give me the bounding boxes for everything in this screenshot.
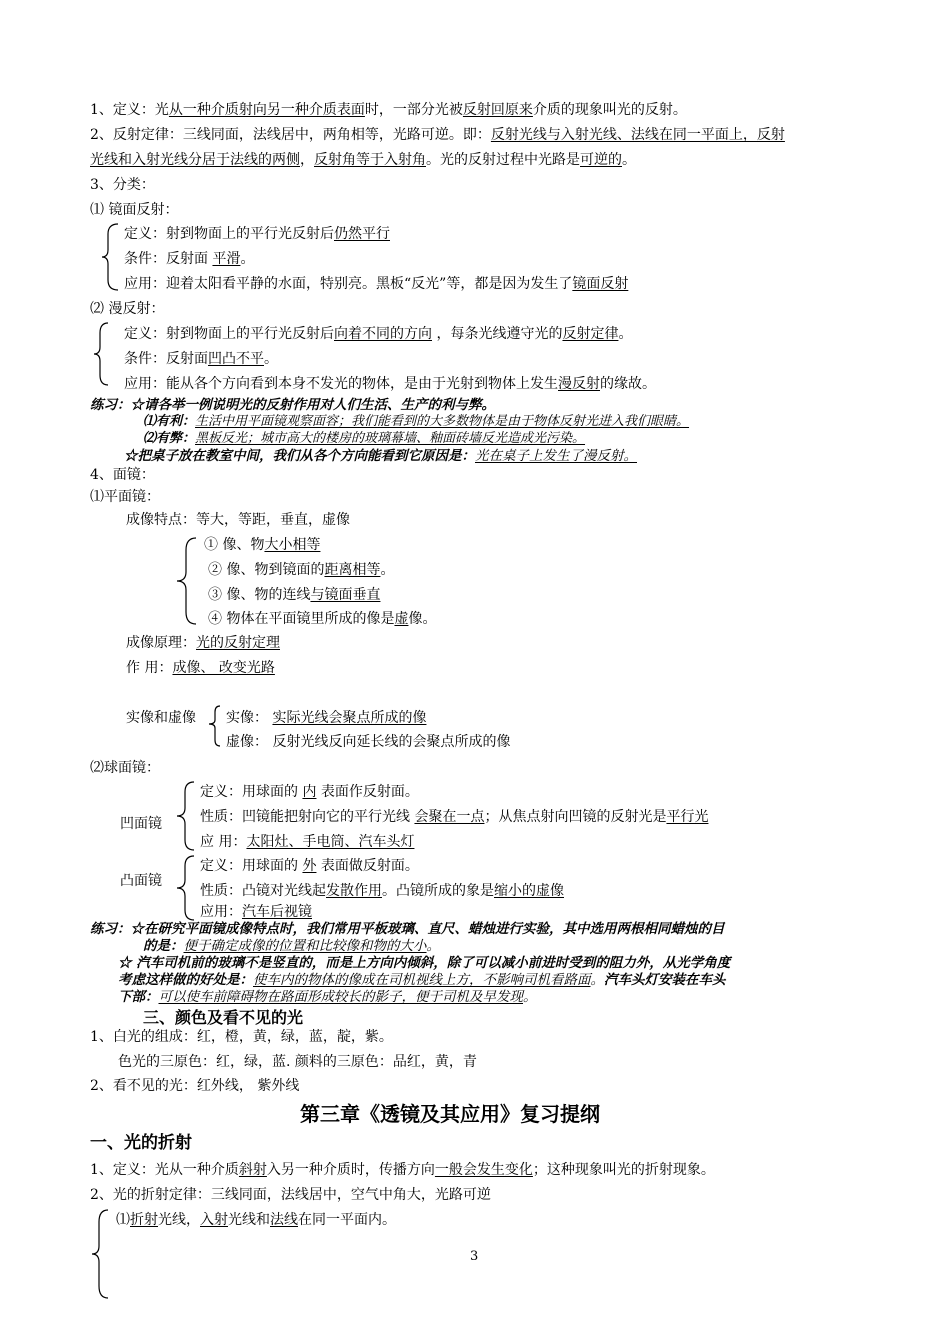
classification-heading: 3、分类：: [90, 177, 155, 193]
plane-feature-4: ④ 物体在平面镜里所成的像是虚像。: [208, 611, 437, 627]
concave-mirror-label: 凹面镜: [120, 816, 162, 832]
real-virtual-label: 实像和虚像: [126, 710, 196, 726]
convex-definition: 定义：用球面的 外 表面做反射面。: [200, 858, 419, 874]
diffuse-brace: [92, 321, 112, 387]
section-refraction-heading: 一、光的折射: [90, 1133, 192, 1153]
primary-colors: 色光的三原色：红，绿，蓝. 颜料的三原色：品红，黄，青: [118, 1054, 477, 1070]
concave-definition: 定义：用球面的 内 表面作反射面。: [200, 784, 419, 800]
real-image-definition: 实像： 实际光线会聚点所成的像: [226, 710, 427, 726]
refraction-law-item1: ⑴折射光线，入射光线和法线在同一平面内。: [116, 1212, 396, 1228]
plane-imaging-principle: 成像原理：光的反射定理: [126, 635, 280, 651]
chapter-title: 第三章《透镜及其应用》复习提纲: [300, 1102, 600, 1126]
concave-property: 性质：凹镜能把射向它的平行光线 会聚在一点；从焦点射向凹镜的反射光是平行光: [200, 809, 709, 825]
convex-application: 应用：汽车后视镜: [200, 904, 312, 920]
plane-mirror-features: 成像特点：等大，等距，垂直，虚像: [126, 512, 350, 528]
diffuse-application: 应用：能从各个方向看到本身不发光的物体，是由于光射到物体上发生漫反射的缘故。: [124, 376, 656, 392]
exercise2-answer2: 考虑这样做的好处是：使车内的物体的像成在司机视线上方，不影响司机看路面。汽车头灯安装在车头: [118, 972, 726, 988]
diffuse-condition: 条件：反射面凹凸不平。: [124, 351, 278, 367]
specular-heading: ⑴ 镜面反射：: [90, 202, 179, 218]
reflection-law-line1: 2、反射定律：三线同面，法线居中，两角相等，光路可逆。即：反射光线与入射光线、法线在同一平面上，反射: [90, 127, 785, 143]
plane-feature-1: ① 像、物大小相等: [204, 537, 321, 553]
reflection-law-line2: 光线和入射光线分居于法线的两侧，反射角等于入射角。光的反射过程中光路是可逆的。: [90, 152, 636, 168]
diffuse-definition: 定义：射到物面上的平行光反射后向着不同的方向 ，每条光线遵守光的反射定律。: [124, 326, 633, 342]
exercise2-answer1: 的是：便于确定成像的位置和比较像和物的大小。: [143, 938, 440, 954]
exercise1-answer-pros: ⑴有利：生活中用平面镜观察面容；我们能看到的大多数物体是由于物体反射光进入我们眼睛。: [143, 414, 690, 429]
plane-mirror-use: 作 用：成像、 改变光路: [126, 660, 275, 676]
convex-mirror-label: 凸面镜: [120, 873, 162, 889]
refraction-law-brace: [90, 1208, 110, 1300]
exercise2-question1: 练习：☆在研究平面镜成像特点时，我们常用平板玻璃、直尺、蜡烛进行实验，其中选用两根相同蜡烛的目: [90, 921, 725, 937]
concave-brace: [174, 780, 196, 852]
exercise1-question2: ☆把桌子放在教室中间，我们从各个方向能看到它原因是：光在桌子上发生了漫反射。: [124, 448, 637, 464]
spherical-mirror-heading: ⑵球面镜：: [90, 760, 160, 776]
reflection-definition: 1、定义：光从一种介质射向另一种介质表面时，一部分光被反射回原来介质的现象叫光的反射。: [90, 102, 687, 118]
refraction-law: 2、光的折射定律：三线同面，法线居中，空气中角大，光路可逆: [90, 1187, 491, 1203]
invisible-light: 2、看不见的光：红外线， 紫外线: [90, 1078, 300, 1094]
section-colors-heading: 三、颜色及看不见的光: [143, 1008, 304, 1027]
exercise2-question2: ☆ 汽车司机前的玻璃不是竖直的，而是上方向内倾斜，除了可以减小前进时受到的阻力外，从光学角度: [118, 955, 731, 971]
mirrors-heading: 4、面镜：: [90, 467, 155, 483]
refraction-definition: 1、定义：光从一种介质斜射入另一种介质时，传播方向一般会发生变化；这种现象叫光的折射现象。: [90, 1162, 715, 1178]
diffuse-heading: ⑵ 漫反射：: [90, 301, 165, 317]
convex-property: 性质：凸镜对光线起发散作用。凸镜所成的象是缩小的虚像: [200, 883, 564, 899]
specular-condition: 条件：反射面 平滑。: [124, 251, 255, 267]
specular-definition: 定义：射到物面上的平行光反射后仍然平行: [124, 226, 390, 242]
real-virtual-brace: [206, 704, 222, 748]
exercise2-answer3: 下部：可以使车前障碍物在路面形成较长的影子，便于司机及早发现。: [118, 989, 537, 1005]
specular-brace: [100, 222, 120, 292]
white-light-composition: 1、白光的组成：红，橙，黄，绿，蓝，靛，紫。: [90, 1029, 393, 1045]
specular-application: 应用：迎着太阳看平静的水面，特别亮。黑板“反光”等，都是因为发生了镜面反射: [124, 276, 629, 292]
virtual-image-definition: 虚像： 反射光线反向延长线的会聚点所成的像: [226, 734, 511, 750]
exercise1-question: 练习：☆请各举一例说明光的反射作用对人们生活、生产的利与弊。: [90, 397, 495, 413]
page-number: 3: [470, 1249, 479, 1264]
plane-feature-3: ③ 像、物的连线与镜面垂直: [208, 587, 381, 603]
plane-mirror-heading: ⑴平面镜：: [90, 489, 160, 505]
exercise1-answer-cons: ⑵有弊：黑板反光；城市高大的楼房的玻璃幕墙、釉面砖墙反光造成光污染。: [143, 431, 586, 446]
concave-application: 应 用：太阳灶、手电筒、汽车头灯: [200, 834, 415, 850]
plane-feature-2: ② 像、物到镜面的距离相等。: [208, 562, 395, 578]
plane-features-brace: [174, 536, 200, 626]
convex-brace: [174, 854, 196, 922]
